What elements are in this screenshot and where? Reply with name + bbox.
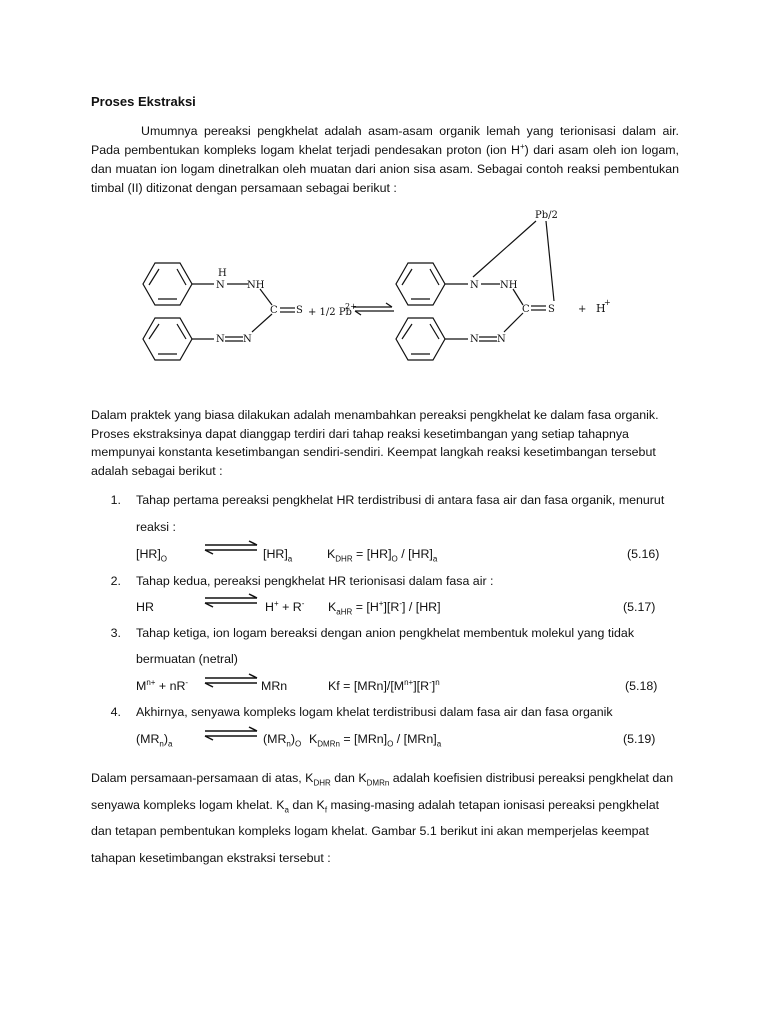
step-1-constant: $K_{DHR} = [HR]_O / [HR]_a$ — [327, 547, 438, 564]
left-c-label: C — [270, 305, 278, 316]
left-h-label: H — [218, 268, 227, 279]
step-2-eq-number: (5.17) — [623, 600, 656, 614]
step-3-eq-left: $M^{n+} + nR^-$ — [136, 677, 189, 693]
step-1-eq-number: (5.16) — [627, 547, 660, 561]
step-1-number: 1. — [110, 493, 121, 507]
step-4 — [91, 705, 691, 755]
right-c-label: C — [522, 304, 530, 315]
step-3-text-2: bermuatan (netral) — [136, 652, 238, 666]
product-h-charge: + — [604, 298, 611, 307]
pb-label: Pb/2 — [535, 210, 558, 221]
right-n2-label: N — [470, 334, 479, 345]
product-h-label: H — [596, 302, 606, 315]
right-nh-label: NH — [500, 280, 518, 291]
step-3-text: Tahap ketiga, ion logam bereaksi dengan anion pengkhelat membentuk molekul yang tidak — [136, 626, 635, 640]
right-n1-label: N — [470, 280, 479, 291]
step-4-number: 4. — [110, 705, 121, 719]
left-n3-label: N — [243, 334, 252, 345]
step-2-eq-right: H+ + R- — [265, 598, 305, 614]
step-4-eq-right: $(MR_n)_O$ — [263, 732, 302, 749]
right-n3-label: N — [497, 334, 506, 345]
section-heading: Proses Ekstraksi — [91, 94, 196, 109]
step-4-eq-left: $(MR_n)_a$ — [136, 732, 173, 749]
intro-sup: + — [519, 141, 525, 151]
intro-text-2: ) dari asam oleh ion logam, dan muatan ion logam dinetralkan oleh muatan dari anion sisa asam. Sebagai contoh reaksi pembentukan timbal (II) ditizonat dengan persamaan sebagai berikut : — [91, 143, 680, 195]
step-3 — [91, 626, 691, 701]
step-1-eq-right: $[HR]_a$ — [263, 547, 293, 564]
paragraph-3: Dalam persamaan-persamaan di atas, $K_{DHR}$ dan $K_{DMRn}$ adalah koefisien distribusi pereaksi pengkhelat dan senyawa kompleks logam khelat. $K_a$ dan $K_f$ masing-masing adalah tetapan ionisasi pereaksi pengkhelat dan tetapan pembentukan kompleks logam khelat. Gambar 5.1 berikut ini akan memperjelas keempat tahapan kesetimbangan ekstraksi tersebut : — [91, 771, 674, 865]
step-2-text: Tahap kedua, pereaksi pengkhelat HR terionisasi dalam fasa air : — [136, 574, 494, 588]
plus-sign: + — [578, 304, 587, 315]
step-4-text: Akhirnya, senyawa kompleks logam khelat terdistribusi dalam fasa air dan fasa organik — [136, 705, 613, 719]
right-s-label: S — [548, 304, 555, 315]
intro-paragraph — [91, 122, 679, 198]
step-3-eq-right: MRn — [261, 679, 288, 693]
step-3-constant: $Kf = [MRn]/[M^{n+}][R^-]^n$ — [328, 677, 440, 693]
reaction-scheme — [130, 205, 630, 380]
step-2-constant: $K_{aHR} = [H^+][R^-] / [HR]$ — [328, 598, 441, 617]
step-1-text-2: reaksi : — [136, 520, 176, 534]
step-1 — [91, 493, 691, 573]
step-4-eq-number: (5.19) — [623, 732, 656, 746]
reagent-label: + 1/2 Pb — [308, 307, 352, 318]
paragraph-2: Dalam praktek yang biasa dilakukan adalah menambahkan pereaksi pengkhelat ke dalam fasa organik. Proses ekstraksinya dapat dianggap terdiri dari tahap reaksi kesetimbangan yang setiap tahapnya mempunyai konstanta kesetimbangan sendiri-sendiri. Keempat langkah reaksi kesetimbangan tersebut adalah sebagai berikut : — [91, 408, 659, 478]
left-s-label: S — [296, 305, 303, 316]
intro-text-1: Umumnya pereaksi pengkhelat adalah asam-asam organik lemah yang terionisasi dalam air. Pada pembentukan kompleks logam khelat terjadi pendesakan proton (ion H — [91, 124, 679, 157]
step-1-eq-left: $[HR]_O$ — [136, 547, 168, 564]
left-nh-label: NH — [247, 280, 265, 291]
left-n2-label: N — [216, 334, 225, 345]
reagent-charge: 2+ — [345, 302, 357, 311]
step-1-text: Tahap pertama pereaksi pengkhelat HR terdistribusi di antara fasa air dan fasa organik, menurut — [136, 493, 665, 507]
step-4-constant: $K_{DMRn} = [MRn]_O / [MRn]_a$ — [309, 732, 442, 749]
step-3-number: 3. — [110, 626, 121, 640]
step-2-number: 2. — [110, 574, 121, 588]
left-n1-label: N — [216, 280, 225, 291]
step-3-eq-number: (5.18) — [625, 679, 658, 693]
step-2-eq-left: HR — [136, 600, 154, 614]
step-2 — [91, 574, 691, 624]
